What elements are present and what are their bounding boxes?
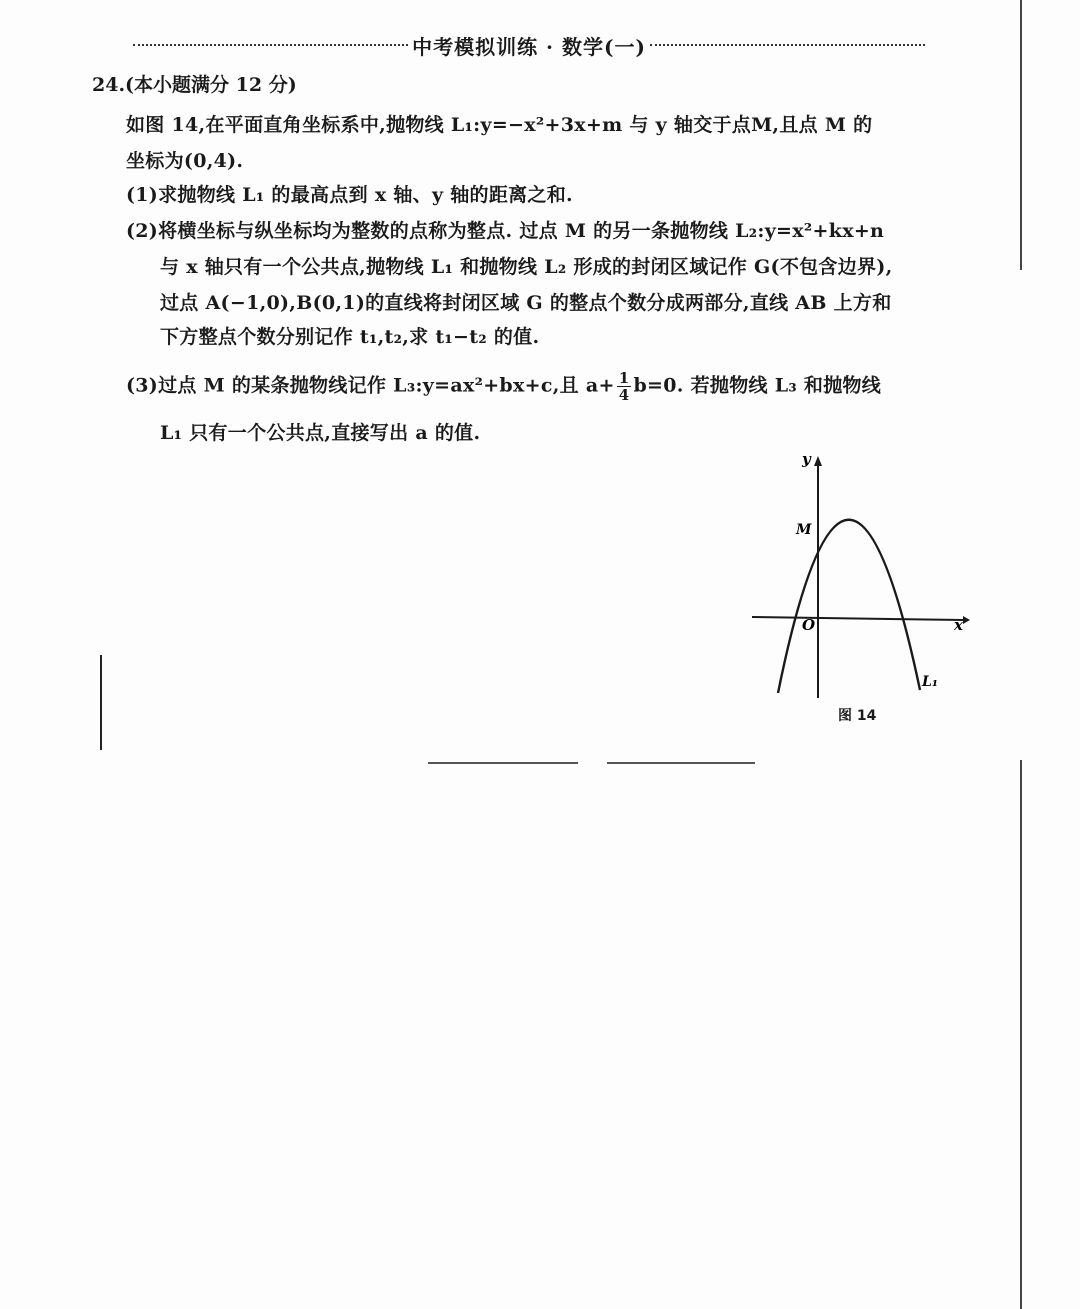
part3-line1 <box>126 370 881 403</box>
question-stem-line1: 如图 14,在平面直角坐标系中,抛物线 L₁:y=−x²+3x+m 与 y 轴交于点M,且点 M 的 <box>126 114 873 136</box>
figure-14 <box>748 448 973 698</box>
part2-line3: 过点 A(−1,0),B(0,1)的直线将封闭区域 G 的整点个数分成两部分,直线 AB 上方和 <box>160 292 892 314</box>
part1-text: (1)求抛物线 L₁ 的最高点到 x 轴、y 轴的距离之和. <box>126 184 573 206</box>
divider-rule-left <box>428 762 578 764</box>
y-axis-label: y <box>802 450 811 468</box>
curve-l1-label: L₁ <box>922 674 938 690</box>
question-stem-line2: 坐标为(0,4). <box>126 150 244 172</box>
origin-label: O <box>802 616 816 634</box>
question-number: 24.(本小题满分 12 分) <box>92 74 297 96</box>
fraction-one-quarter <box>617 370 632 403</box>
part2-line2: 与 x 轴只有一个公共点,抛物线 L₁ 和抛物线 L₂ 形成的封闭区域记作 G(不包含边界), <box>160 256 893 278</box>
fraction-denominator: 4 <box>618 386 630 404</box>
part2-line1: (2)将横坐标与纵坐标均为整数的点称为整点. 过点 M 的另一条抛物线 L₂:y=x²+kx+n <box>126 220 885 242</box>
part3-line2: L₁ 只有一个公共点,直接写出 a 的值. <box>160 422 481 444</box>
header-title: 中考模拟训练 · 数学(一) <box>412 34 646 59</box>
page-header <box>133 30 925 60</box>
page-edge-bottom <box>1020 760 1022 1309</box>
x-axis-arrow <box>963 616 970 624</box>
part2-line4: 下方整点个数分别记作 t₁,t₂,求 t₁−t₂ 的值. <box>160 326 540 348</box>
fraction-numerator: 1 <box>618 369 630 387</box>
parabola-l1 <box>778 520 920 693</box>
header-dots-right <box>650 44 925 46</box>
y-axis-arrow <box>814 456 822 466</box>
x-axis <box>752 617 963 620</box>
point-m-label: M <box>796 522 812 538</box>
margin-mark <box>100 655 102 750</box>
figure-caption: 图 14 <box>838 708 877 724</box>
part3-pre: (3)过点 M 的某条抛物线记作 L₃:y=ax²+bx+c,且 a+ <box>126 374 615 397</box>
part3-post: b=0. 若抛物线 L₃ 和抛物线 <box>633 374 882 397</box>
divider-rule-right <box>607 762 755 764</box>
header-dots-left <box>133 44 408 46</box>
page-edge-top <box>1020 0 1022 270</box>
x-axis-label: x <box>954 616 963 634</box>
